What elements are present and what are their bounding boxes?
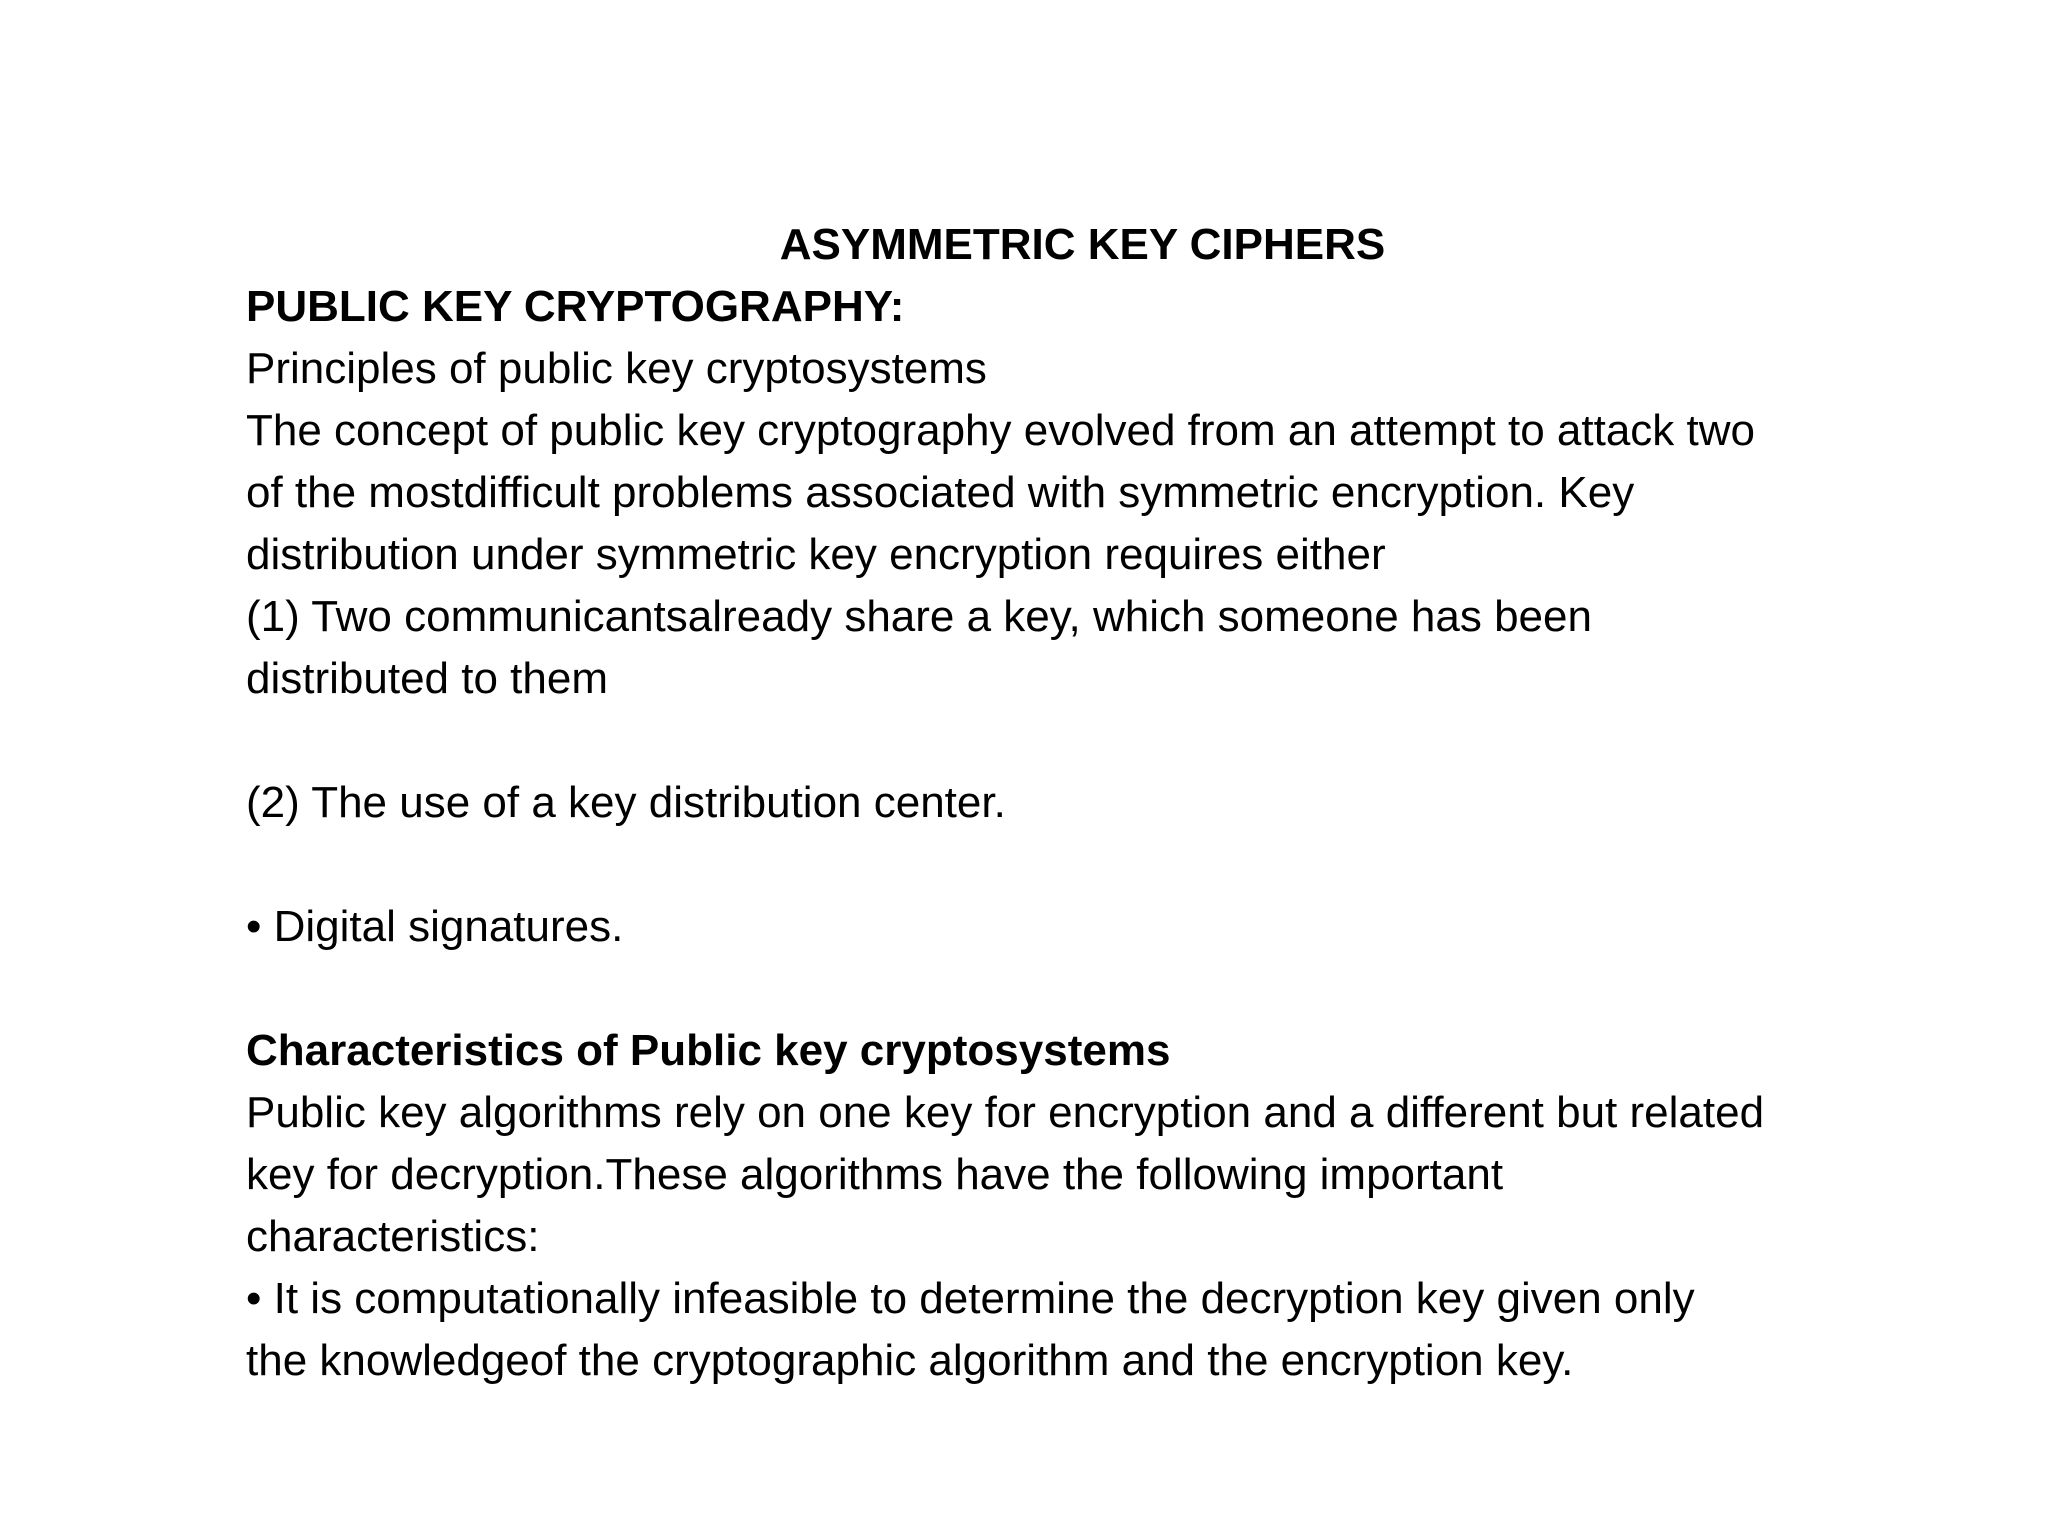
paragraph-line: The concept of public key cryptography evolved from an attempt to attack two [246, 406, 1755, 455]
paragraph-line: characteristics: [246, 1212, 540, 1261]
bullet-item: • Digital signatures. [246, 902, 624, 951]
paragraph-line: of the mostdifficult problems associated with symmetric encryption. Key [246, 468, 1635, 517]
bullet-item-line: • It is computationally infeasible to determine the decryption key given only [246, 1274, 1695, 1323]
bullet-item-line: the knowledgeof the cryptographic algorithm and the encryption key. [246, 1336, 1574, 1385]
section-heading-characteristics: Characteristics of Public key cryptosystems [246, 1026, 1171, 1075]
paragraph-line: key for decryption.These algorithms have the following important [246, 1150, 1504, 1199]
list-item-line: (2) The use of a key distribution center. [246, 778, 1006, 827]
paragraph-line: Public key algorithms rely on one key for encryption and a different but related [246, 1088, 1765, 1137]
paragraph-line: distribution under symmetric key encryption requires either [246, 530, 1386, 579]
spacer [246, 834, 1946, 896]
spacer [246, 710, 1946, 772]
spacer [246, 958, 1946, 1020]
list-item-line: (1) Two communicantsalready share a key, which someone has been [246, 592, 1592, 641]
list-item-line: distributed to them [246, 654, 608, 703]
page-title: ASYMMETRIC KEY CIPHERS [779, 220, 1386, 269]
section-heading-public-key: PUBLIC KEY CRYPTOGRAPHY: [246, 282, 905, 331]
subheading-principles: Principles of public key cryptosystems [246, 344, 987, 393]
document-body [246, 276, 1946, 1392]
